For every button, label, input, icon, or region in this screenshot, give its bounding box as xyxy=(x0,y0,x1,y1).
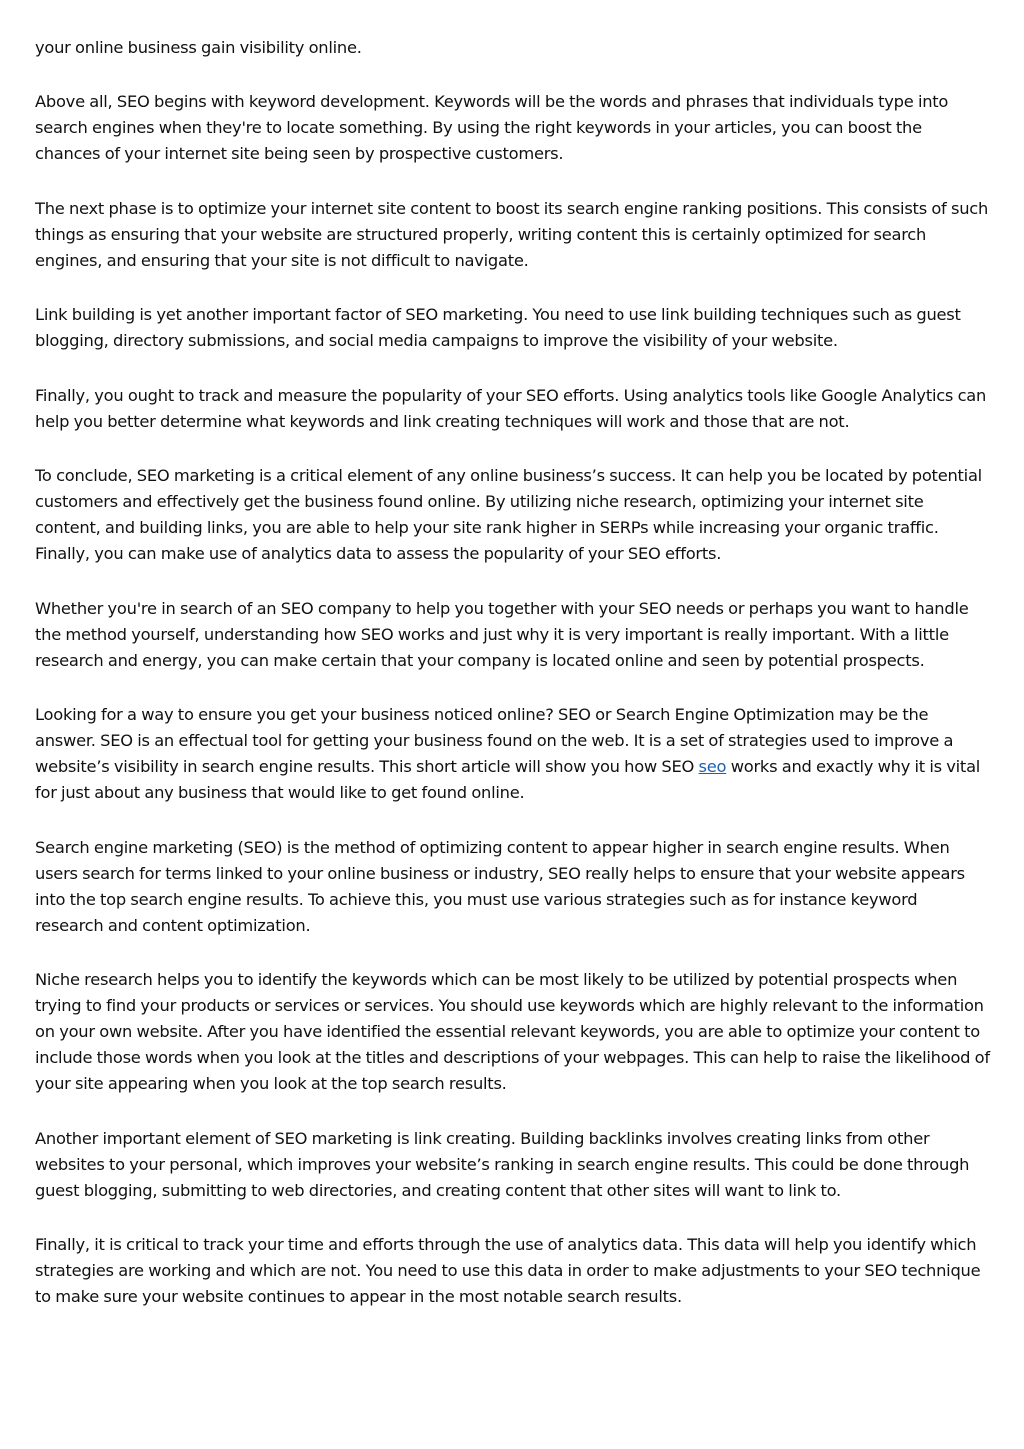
paragraph-conclusion: To conclude, SEO marketing is a critical element of any online business’s success. It can help you be located by potential customers and effectively get the business found online. By utilizing niche research, optimizing your internet site content, and building links, you are able to help your site rank higher in SERPs while increasing your organic traffic. Finally, you can make use of analytics data to assess the popularity of your SEO efforts. xyxy=(35,466,982,563)
paragraph-analytics-data: Finally, it is critical to track your time and efforts through the use of analytics data. This data will help you identify which strategies are working and which are not. You need to use this data in order to make adjustments to your SEO technique to make sure your website continues to appear in the most notable search results. xyxy=(35,1235,981,1306)
paragraph-niche-research: Niche research helps you to identify the keywords which can be most likely to be utilized by potential prospects when trying to find your products or services or services. You should use keywords which are highly relevant to the information on your own website. After you have identified the essential relevant keywords, you are able to optimize your content to include those words when you look at the titles and descriptions of your webpages. This can help to raise the likelihood of your site appearing when you look at the top search results. xyxy=(35,970,990,1093)
paragraph-visibility-intro: your online business gain visibility online. xyxy=(35,38,362,57)
link-paragraph-after-text: works and exactly why it is vital for just about any business that would like to get found online. xyxy=(35,757,981,802)
paragraph-business-noticed xyxy=(35,702,990,806)
link-paragraph-before-text: Looking for a way to ensure you get your business noticed online? SEO or Search Engine Optimization may be the answer. SEO is an effectual tool for getting your business found on the web. It is a set of strategies used to improve a website’s visibility in search engine results. This short article will show you how SEO xyxy=(35,705,954,776)
paragraph-search-engine-marketing: Search engine marketing (SEO) is the method of optimizing content to appear higher in search engine results. When users search for terms linked to your online business or industry, SEO really helps to ensure that your website appears into the top search engine results. To achieve this, you must use various strategies such as for instance keyword research and content optimization. xyxy=(35,837,965,935)
seo-link[interactable]: seo xyxy=(698,757,727,776)
paragraph-track-measure: Finally, you ought to track and measure the popularity of your SEO efforts. Using analytics tools like Google Analytics can help you better determine what keywords and link creating techniques will work and those that are not. xyxy=(35,385,987,431)
paragraph-keyword-development: Above all, SEO begins with keyword development. Keywords will be the words and phrases that individuals type into search engines when they're to locate something. By using the right keywords in your articles, you can boost the chances of your internet site being seen by prospective customers. xyxy=(35,92,949,163)
paragraph-link-creating: Another important element of SEO marketing is link creating. Building backlinks involves creating links from other websites to your personal, which improves your website’s ranking in search engine results. This could be done through guest blogging, submitting to web directories, and creating content that other sites will want to link to. xyxy=(35,1128,970,1200)
paragraph-optimize-content: The next phase is to optimize your internet site content to boost its search engine ranking positions. This consists of such things as ensuring that your website are structured properly, writing content this is certainly optimized for search engines, and ensuring that your site is not difficult to navigate. xyxy=(35,198,989,270)
document-body xyxy=(35,35,990,1339)
paragraph-link-building: Link building is yet another important factor of SEO marketing. You need to use link building techniques such as guest blogging, directory submissions, and social media campaigns to improve the visibility of your website. xyxy=(35,305,961,350)
paragraph-seo-company: Whether you're in search of an SEO company to help you together with your SEO needs or perhaps you want to handle the method yourself, understanding how SEO works and just why it is very important is really important. With a little research and energy, you can make certain that your company is located online and seen by potential prospects. xyxy=(35,598,969,670)
